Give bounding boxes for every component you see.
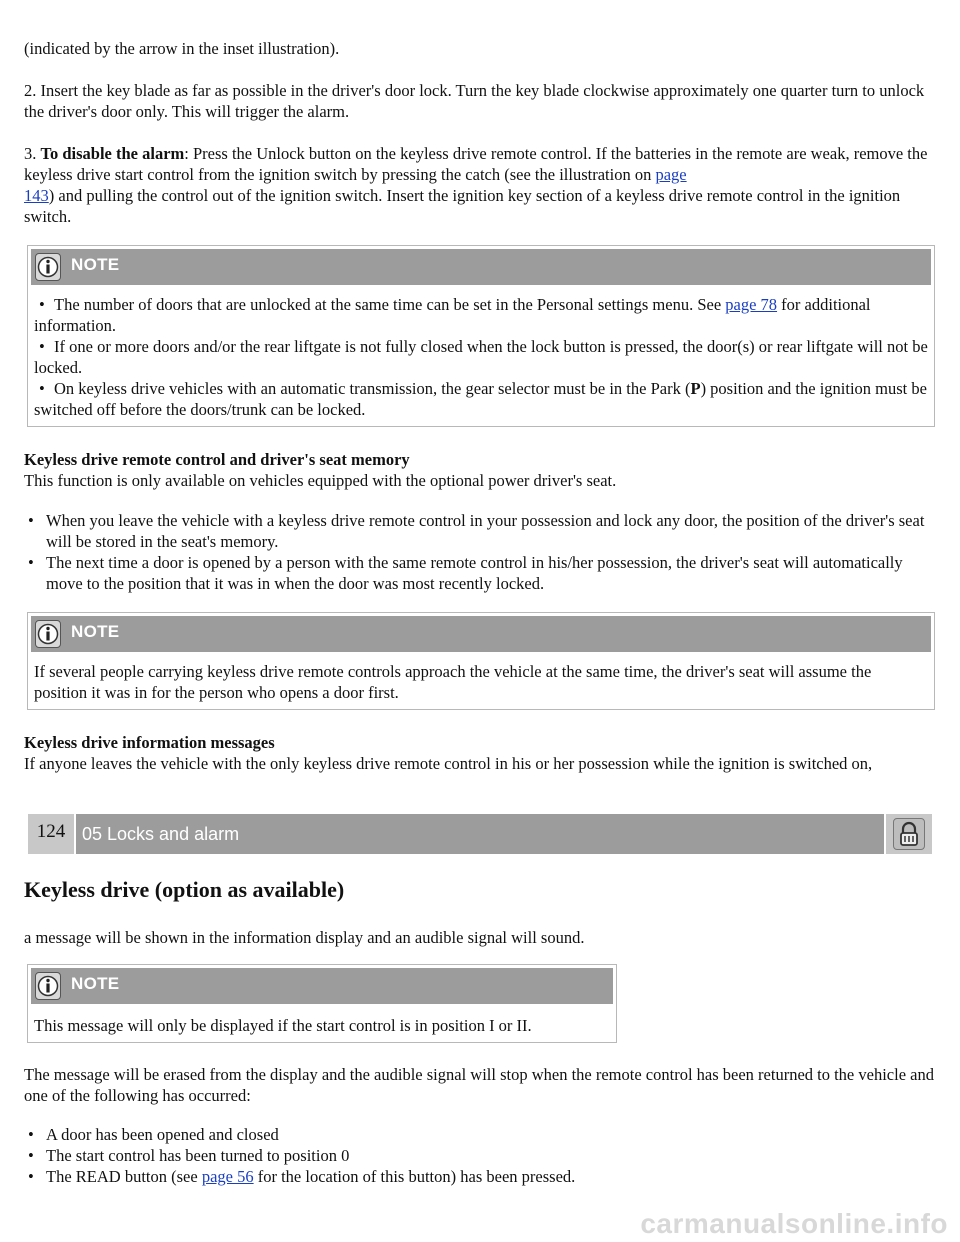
list-item: • The READ button (see page 56 for the location of this button) has been pressed. [24, 1166, 936, 1187]
note-doors-list [34, 294, 928, 420]
lock-icon [893, 818, 925, 850]
info-messages-text: If anyone leaves the vehicle with the only keyless drive remote control in his or her possession while the ignition is switched on, [24, 754, 873, 773]
list-item: • The number of doors that are unlocked at the same time can be set in the Personal settings menu. See page 78 for additional information. [34, 294, 928, 336]
erase-paragraph: The message will be erased from the display and the audible signal will stop when the remote control has been returned to the vehicle and one of the following has occurred: [24, 1065, 934, 1105]
step-3-bold-lead: To disable the alarm [40, 144, 185, 163]
list-item: • A door has been opened and closed [24, 1124, 936, 1145]
list-item: • If one or more doors and/or the rear liftgate is not fully closed when the lock button is pressed, the door(s) or rear liftgate will not be locked. [34, 336, 928, 378]
note-box-start-control [27, 964, 617, 1043]
message-paragraph: a message will be shown in the information display and an audible signal will sound. [24, 928, 585, 947]
list-item: • When you leave the vehicle with a keyless drive remote control in your possession and lock any door, the position of the driver's seat will be stored in the seat's memory. [24, 510, 936, 552]
chapter-title: 05 Locks and alarm [76, 814, 884, 854]
list-item: • The start control has been turned to position 0 [24, 1145, 936, 1166]
note-title: NOTE [71, 974, 120, 993]
note-box-seat [27, 612, 935, 710]
step-3-paragraph [24, 143, 936, 227]
list-item: • The next time a door is opened by a person with the same remote control in his/her possession, the driver's seat will automatically move to the position that it was in when the door was most recently locked. [24, 552, 936, 594]
step-3-prefix: 3. [24, 144, 41, 163]
step-2-paragraph: 2. Insert the key blade as far as possible in the driver's door lock. Turn the key blade clockwise approximately one quarter turn to unlock the driver's door only. This will trigger the alarm. [24, 81, 925, 121]
section-heading-seat-memory: Keyless drive remote control and driver's seat memory [24, 450, 410, 469]
watermark: carmanualsonline.info [640, 1208, 948, 1239]
page-footer-bar [28, 814, 932, 854]
page-56-link[interactable]: page 56 [201, 1167, 254, 1186]
note-box-doors [27, 245, 935, 427]
step-3-text-a: : Press the Unlock button on the keyless drive remote control. If the batteries in the remote are weak, remove the keyless drive start control from the ignition switch by pressing the catch (see the illustration on [24, 144, 928, 184]
note-title: NOTE [71, 255, 120, 274]
info-icon [35, 253, 61, 281]
intro-line: (indicated by the arrow in the inset illustration). [24, 39, 340, 58]
note-start-control-text: This message will only be displayed if the start control is in position I or II. [34, 1016, 532, 1035]
step-3-text-b: ) and pulling the control out of the ignition switch. Insert the ignition key section of a keyless drive remote control in the ignition switch. [24, 186, 901, 226]
info-icon [35, 972, 61, 1000]
page-143-link[interactable]: page 143 [24, 165, 687, 205]
page-number: 124 [28, 814, 74, 854]
section-heading-info-messages: Keyless drive information messages [24, 733, 275, 752]
list-item: • On keyless drive vehicles with an automatic transmission, the gear selector must be in the Park (P) position and the ignition must be switched off before the doors/trunk can be locked. [34, 378, 928, 420]
note-header [31, 249, 931, 285]
note-title: NOTE [71, 622, 120, 641]
note-seat-text: If several people carrying keyless drive remote controls approach the vehicle at the same time, the driver's seat will assume the position it was in for the person who opens a door first. [34, 662, 872, 702]
seat-memory-intro: This function is only available on vehicles equipped with the optional power driver's seat. [24, 471, 617, 490]
page-title: Keyless drive (option as available) [24, 877, 345, 902]
seat-memory-list [24, 510, 936, 594]
page-78-link[interactable]: page 78 [725, 295, 778, 314]
note-header [31, 616, 931, 652]
note-header [31, 968, 613, 1004]
conditions-list [24, 1124, 936, 1187]
info-icon [35, 620, 61, 648]
